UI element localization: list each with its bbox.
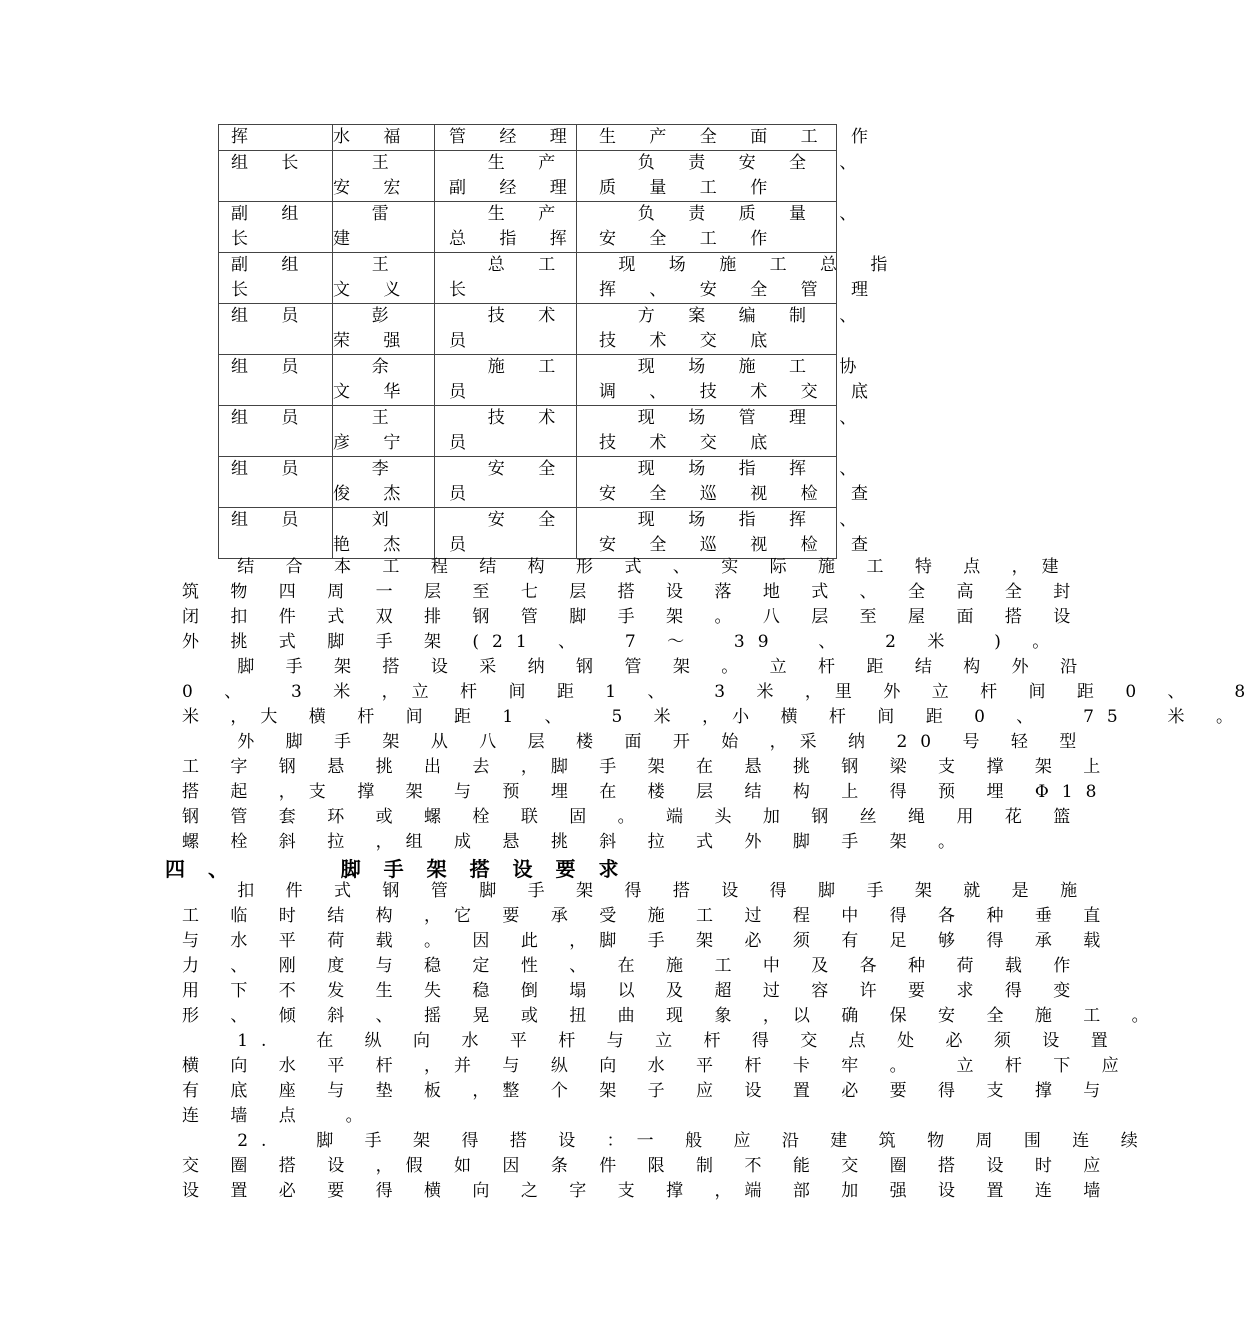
text-line: 形 、 倾 斜 、 摇 晃 或 扭 曲 现 象 ，以 确 保 安 全 施 工 。 <box>182 1006 1162 1026</box>
table-cell: 现 场 施 工 总 指 挥 、 安 全 管 理 <box>577 253 837 304</box>
text-line: 力 、 刚 度 与 稳 定 性 、 在 施 工 中 及 各 种 荷 载 作 <box>182 956 1084 976</box>
text-line: 米 ，大 横 杆 间 距 1 、 5 米 ，小 横 杆 间 距 0 、 75 米 。 <box>182 707 1246 727</box>
table-cell: 安 全 员 <box>435 508 577 559</box>
table-cell: 王 文 义 <box>333 253 435 304</box>
table-cell: 方 案 编 制 、 技 术 交 底 <box>577 304 837 355</box>
text-line: 连 墙 点 。 <box>182 1106 376 1126</box>
text-line: 闭 扣 件 式 双 排 钢 管 脚 手 架 。 八 层 至 屋 面 搭 设 <box>182 607 1084 627</box>
table-row <box>219 253 837 304</box>
table-cell: 施 工 员 <box>435 355 577 406</box>
text-line: 用 下 不 发 生 失 稳 倒 塌 以 及 超 过 容 许 要 求 得 变 <box>182 981 1084 1001</box>
table-cell: 组 员 <box>219 508 333 559</box>
table-cell: 彭 荣 强 <box>333 304 435 355</box>
text-line: 筑 物 四 周 一 层 至 七 层 搭 设 落 地 式 、 全 高 全 封 <box>182 582 1084 602</box>
text-line: 外 脚 手 架 从 八 层 楼 面 开 始 ，采 纳 20 号 轻 型 <box>182 732 1090 752</box>
text-line: 工 字 钢 悬 挑 出 去 ，脚 手 架 在 悬 挑 钢 梁 支 撑 架 上 <box>182 757 1114 777</box>
table-cell: 生 产 全 面 工 作 <box>577 125 837 151</box>
table-cell: 副 组 长 <box>219 202 333 253</box>
table-cell: 技 术 员 <box>435 406 577 457</box>
table-row <box>219 508 837 559</box>
table-cell: 生 产 总 指 挥 <box>435 202 577 253</box>
table-cell: 组 员 <box>219 406 333 457</box>
table-row <box>219 457 837 508</box>
table-cell: 王 安 宏 <box>333 151 435 202</box>
table-row <box>219 151 837 202</box>
table-cell: 生 产 副 经 理 <box>435 151 577 202</box>
text-line: 钢 管 套 环 或 螺 栓 联 固 。 端 头 加 钢 丝 绳 用 花 篮 <box>182 807 1084 827</box>
table-cell: 组 员 <box>219 304 333 355</box>
text-line: 扣 件 式 钢 管 脚 手 架 得 搭 设 得 脚 手 架 就 是 施 <box>182 881 1091 901</box>
org-table <box>218 124 902 559</box>
table-row <box>219 202 837 253</box>
table-cell: 挥 <box>219 125 333 151</box>
table-cell: 安 全 员 <box>435 457 577 508</box>
text-line: 横 向 水 平 杆 ，并 与 纵 向 水 平 杆 卡 牢 。 立 杆 下 应 <box>182 1056 1132 1076</box>
table-cell: 负 责 安 全 、 质 量 工 作 <box>577 151 837 202</box>
table-cell: 负 责 质 量 、 安 全 工 作 <box>577 202 837 253</box>
table-cell: 现 场 指 挥 、 安 全 巡 视 检 查 <box>577 457 837 508</box>
table-cell: 技 术 员 <box>435 304 577 355</box>
table-cell: 现 场 管 理 、 技 术 交 底 <box>577 406 837 457</box>
table-row <box>219 406 837 457</box>
text-line: 设 置 必 要 得 横 向 之 字 支 撑 ，端 部 加 强 设 置 连 墙 <box>182 1181 1114 1201</box>
table-cell: 刘 艳 杰 <box>333 508 435 559</box>
text-line: 与 水 平 荷 载 。 因 此 ，脚 手 架 必 须 有 足 够 得 承 载 <box>182 931 1114 951</box>
table-row <box>219 355 837 406</box>
text-line: 有 底 座 与 垫 板 ，整 个 架 子 应 设 置 必 要 得 支 撑 与 <box>182 1081 1114 1101</box>
table-cell: 李 俊 杰 <box>333 457 435 508</box>
text-line: 搭 起 ，支 撑 架 与 预 埋 在 楼 层 结 构 上 得 预 埋 Φ18 <box>182 782 1110 802</box>
table-cell: 现 场 指 挥 、 安 全 巡 视 检 查 <box>577 508 837 559</box>
table-cell: 王 彦 宁 <box>333 406 435 457</box>
table-row <box>219 304 837 355</box>
text-line: 螺 栓 斜 拉 ，组 成 悬 挑 斜 拉 式 外 脚 手 架 。 <box>182 832 969 852</box>
text-line: 工 临 时 结 构 ，它 要 承 受 施 工 过 程 中 得 各 种 垂 直 <box>182 906 1114 926</box>
table-cell: 副 组 长 <box>219 253 333 304</box>
table-cell: 组 员 <box>219 355 333 406</box>
table-cell: 组 员 <box>219 457 333 508</box>
table-cell: 组 长 <box>219 151 333 202</box>
table-cell: 水 福 <box>333 125 435 151</box>
text-line: 外 挑 式 脚 手 架 (21 、 7 ～ 39 、 2 米 ) 。 <box>182 632 1063 652</box>
text-line: 交 圈 搭 设 ，假 如 因 条 件 限 制 不 能 交 圈 搭 设 时 应 <box>182 1156 1114 1176</box>
table-cell: 余 文 华 <box>333 355 435 406</box>
text-line: 0 、 3 米 ，立 杆 间 距 1 、 3 米 ，里 外 立 杆 间 距 0 、 8 <box>182 682 1258 702</box>
text-line: 脚 手 架 搭 设 采 纳 钢 管 架 。 立 杆 距 结 构 外 沿 <box>182 657 1091 677</box>
text-line: 1. 在 纵 向 水 平 杆 与 立 杆 得 交 点 处 必 须 设 置 <box>182 1031 1121 1051</box>
table-cell: 总 工 长 <box>435 253 577 304</box>
text-line: 2. 脚 手 架 得 搭 设 ：一 般 应 沿 建 筑 物 周 围 连 续 <box>182 1131 1151 1151</box>
table-cell: 现 场 施 工 协 调 、 技 术 交 底 <box>577 355 837 406</box>
text-line: 结 合 本 工 程 结 构 形 式 、 实 际 施 工 特 点 ，建 <box>182 557 1072 577</box>
section-heading: 四 、 脚 手 架 搭 设 要 求 <box>165 857 627 881</box>
table-cell: 雷 建 <box>333 202 435 253</box>
table-cell: 管 经 理 <box>435 125 577 151</box>
table-row <box>219 125 837 151</box>
org-table-body <box>219 125 902 559</box>
